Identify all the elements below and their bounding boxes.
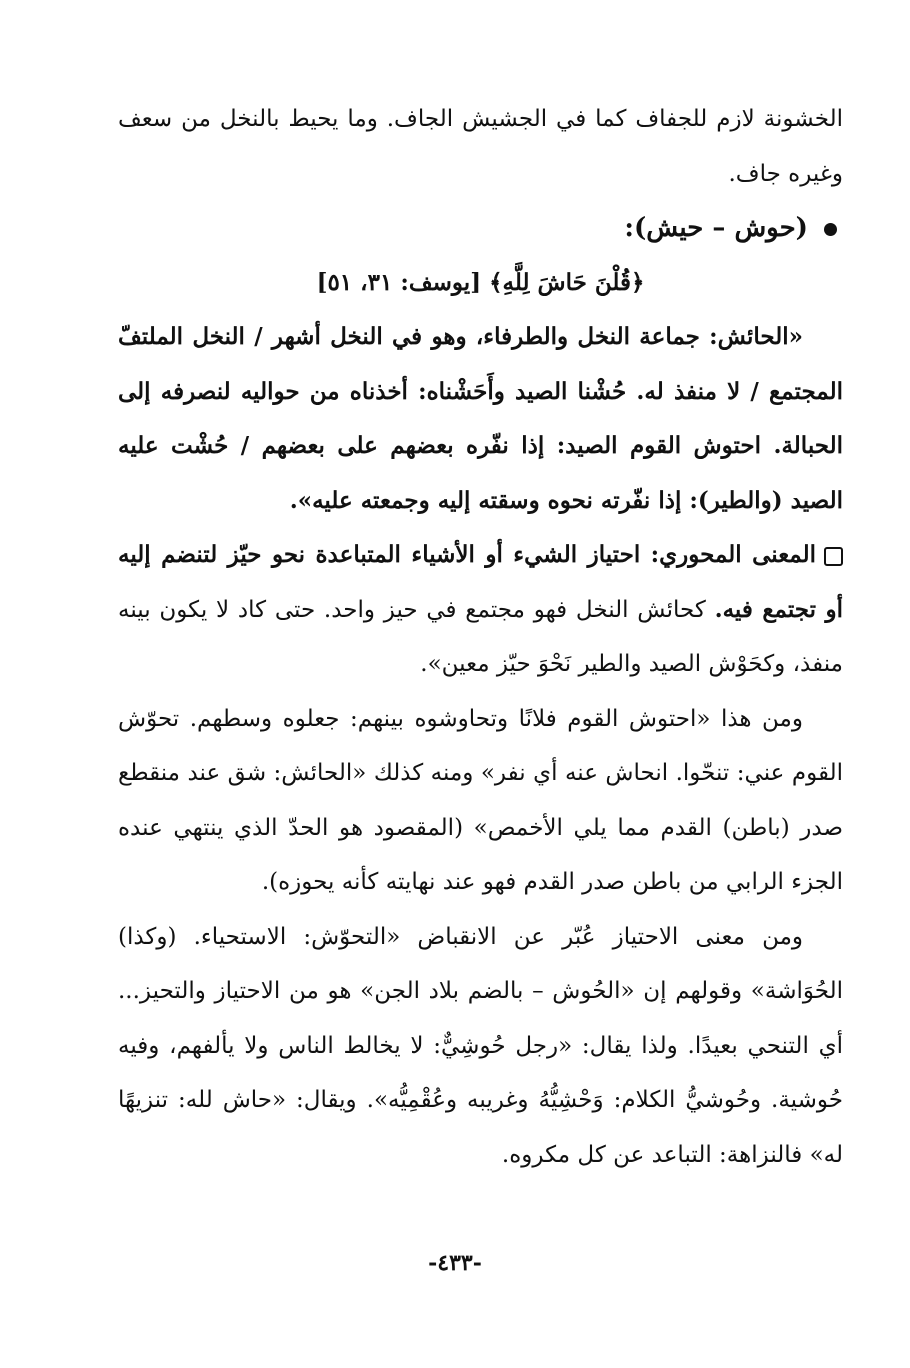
document-page (118, 92, 843, 1182)
core-meaning-lead: المعنى المحوري: احتياز الشيء أو الأشياء المتباعدة نحو حيّز لتنضم إليه أو تجتمع فيه. (118, 541, 843, 623)
paragraph-derivations: ومن هذا «احتوش القوم فلانًا وتحاوشوه بينهم: جعلوه وسطهم. تحوّش القوم عني: تنحّوا. انحاش عنه أي نفر» ومنه كذلك «الحائش: شق عند منقطع صدر (باطن) القدم مما يلي الأخمص» (المقصود هو الحدّ الذي ينتهي عنده الجزء الرابي من باطن صدر القدم فهو عند نهايته كأنه يحوزه). (118, 705, 843, 895)
quran-verse: ﴿قُلْنَ حَاشَ لِلَّهِ﴾ [يوسف: ٣١، ٥١] (316, 268, 645, 296)
paragraph-core-meaning (118, 528, 843, 692)
paragraph-lexical-definition: «الحائش: جماعة النخل والطرفاء، وهو في النخل أشهر / النخل الملتفّ المجتمع / لا منفذ له. حُشْنا الصيد وأَحَشْناه: أخذناه من حواليه لنصرفه إلى الحبالة. احتوش القوم الصيد: إذا نفّره بعضهم على بعضهم / حُشْت عليه الصيد (والطير): إذا نفّرته نحوه وسقته إليه وجمعته عليه». (118, 323, 843, 514)
paragraph-intro: الخشونة لازم للجفاف كما في الجشيش الجاف. وما يحيط بالنخل من سعف وغيره جاف. (118, 106, 843, 187)
section-heading-text: (حوش – حيش): (624, 213, 808, 243)
section-heading (118, 201, 843, 256)
page-number: -٤٣٣- (428, 1250, 482, 1276)
bullet-icon (824, 223, 837, 236)
core-meaning-rest: كحائش النخل فهو مجتمع في حيز واحد. حتى كاد لا يكون بينه منفذ، وكحَوْش الصيد والطير نَحْوَ حيّز معين». (118, 596, 843, 677)
square-box-icon (824, 547, 843, 566)
paragraph-extended-meaning: ومن معنى الاحتياز عُبّر عن الانقباض «التحوّش: الاستحياء. (وكذا) الحُوَاشة» وقولهم إن «الحُوش – بالضم بلاد الجن» هو من الاحتياز والتحيز... أي التنحي بعيدًا. ولذا يقال: «رجل حُوشِيٌّ: لا يخالط الناس ولا يألفهم، وفيه حُوشية. وحُوشيُّ الكلام: وَحْشِيُّهُ وغريبه وعُقْمِيُّه». ويقال: «حاش لله: تنزيهًا له» فالنزاهة: التباعد عن كل مكروه. (118, 923, 843, 1168)
